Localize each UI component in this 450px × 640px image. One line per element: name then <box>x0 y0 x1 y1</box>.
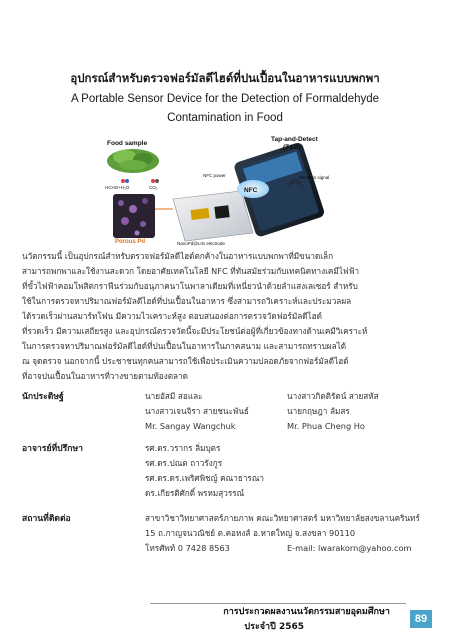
title-english <box>40 90 410 128</box>
contact-label: สถานที่ติดต่อ <box>22 514 71 524</box>
abstract-line: ได้รวดเร็วผ่านสมาร์ทโฟน มีความไวเคราะห์สูง ตอบสนองต่อการตรวจวัดฟอร์มัลดีไฮด์ <box>22 311 322 321</box>
sensor-chip <box>173 191 253 241</box>
fig-label-tap: Tap-and-Detect <box>271 136 318 143</box>
contact-phone: โทรศัพท์ 0 7428 8563 <box>145 543 230 553</box>
abstract-line: สามารถพกพาและใช้งานสะดวก โดยอาศัยเทคโนโลยี NFC ที่ทันสมัยร่วมกับเทคนิคทางเคมีไฟฟ้า <box>22 266 360 276</box>
inventors-label: นักประดิษฐ์ <box>22 392 64 402</box>
footer-year: ประจำปี 2565 <box>244 622 304 632</box>
fig-label-co2: CO₂ <box>149 185 158 190</box>
advisors-label: อาจารย์ที่ปรึกษา <box>22 444 83 454</box>
abstract-line: ที่อาจปนเปื้อนในอาหารที่วางขายตามท้องตลาด <box>22 371 188 381</box>
advisors-list <box>145 441 264 501</box>
title-thai: อุปกรณ์สำหรับตรวจฟอร์มัลดีไฮด์ที่ปนเปื้อนในอาหารแบบพกพา <box>70 71 380 85</box>
abstract-line: นวัตกรรมนี้ เป็นอุปกรณ์สำหรับตรวจฟอร์มัลดีไฮด์ตกค้างในอาหารแบบพกพาที่มีขนาดเล็ก <box>22 251 334 261</box>
device-figure <box>103 129 351 247</box>
inventor-name: นางสาวเจนจิรา สายชนะพันธ์ <box>145 406 249 416</box>
fig-label-wireless: Wireless signal <box>299 175 330 180</box>
inventor-name: นายอัสมี สอและ <box>145 391 203 401</box>
fig-label-tap-sub: (T&D) <box>283 144 301 151</box>
advisor-name: รศ.ดร.ปณต ถาวรังกูร <box>145 458 223 468</box>
advisor-name: ดร.เกียรติศักดิ์ พรหมสุวรรณ์ <box>145 488 245 498</box>
abstract-line: ในการตรวจหาปริมาณฟอร์มัลดีไฮด์ที่ปนเปื้อนในอาหารในภาคสนาม และสามารถทราบผลได้ <box>22 341 347 351</box>
inventors-column-1 <box>145 389 249 434</box>
fig-label-porous: Porous Pd <box>115 239 146 245</box>
abstract-line: ที่ขั้วไฟฟ้าคอมโพสิตกราฟีนร่วมกับอนุภาคนาโนพาลาเดียมที่เหนี่ยวนำด้วยลำแสงเลเซอร์ สำหรับ <box>22 281 358 291</box>
contact-line: 15 ถ.กาญจนวณิชย์ ต.คอหงส์ อ.หาดใหญ่ จ.สงขลา 90110 <box>145 528 356 538</box>
advisor-name: รศ.ดร.วรากร ลิ่มบุตร <box>145 443 221 453</box>
inventor-name: นางสาวกิตติรัตน์ สายสหัส <box>287 391 379 401</box>
fig-label-food: Food sample <box>107 140 148 147</box>
inventor-name: นายกฤษฎา ลัมสร <box>287 406 350 416</box>
page-number-badge: 89 <box>410 610 432 628</box>
footer-event-title: การประกวดผลงานนวัตกรรมสายอุดมศึกษา <box>223 607 390 617</box>
abstract-text <box>22 249 426 384</box>
fig-label-nfc: NFC <box>244 187 258 194</box>
abstract-line: ใช้ในการตรวจหาปริมาณฟอร์มัลดีไฮด์ที่ปนเปื้อนในอาหาร ซึ่งสามารถวิเคราะห์และประมวลผล <box>22 296 352 306</box>
fig-label-electrode: NanoPd@LIG electrode <box>177 241 225 246</box>
inventor-name: Mr. Sangay Wangchuk <box>145 421 236 431</box>
fig-label-hcho: HCHO+H₂O <box>105 185 130 190</box>
inventor-name: Mr. Phua Cheng Ho <box>287 421 365 431</box>
contact-line: สาขาวิชาวิทยาศาสตร์ภายภาพ คณะวิทยาศาสตร์ มหาวิทยาลัยสงขลานครินทร์ <box>145 513 420 523</box>
abstract-line: ณ จุดตรวจ นอกจากนี้ ประชาชนทุกคนสามารถใช้เพื่อประเมินความปลอดภัยจากฟอร์มัลดีไฮด์ <box>22 356 349 366</box>
contact-email: E-mail: lwarakorn@yahoo.com <box>287 543 412 553</box>
abstract-line: ที่รวดเร็ว มีความเสถียรสูง และอุปกรณ์ตรวจวัดนี้จะมีประโยชน์ต่อผู้ที่เกี่ยวข้องทางด้านเคมีวิเคราะห์ <box>22 326 368 336</box>
inventors-column-2 <box>287 389 379 434</box>
advisor-name: รศ.ดร.ดร.เพริศพิชญ์ คณาธารณา <box>145 473 265 483</box>
fig-label-nfc-power: NFC power <box>203 173 226 178</box>
title-english-line-1: A Portable Sensor Device for the Detection of Formaldehyde <box>70 93 380 105</box>
device-illustration <box>103 129 351 247</box>
title-english-line-2: Contamination in Food <box>167 112 283 124</box>
